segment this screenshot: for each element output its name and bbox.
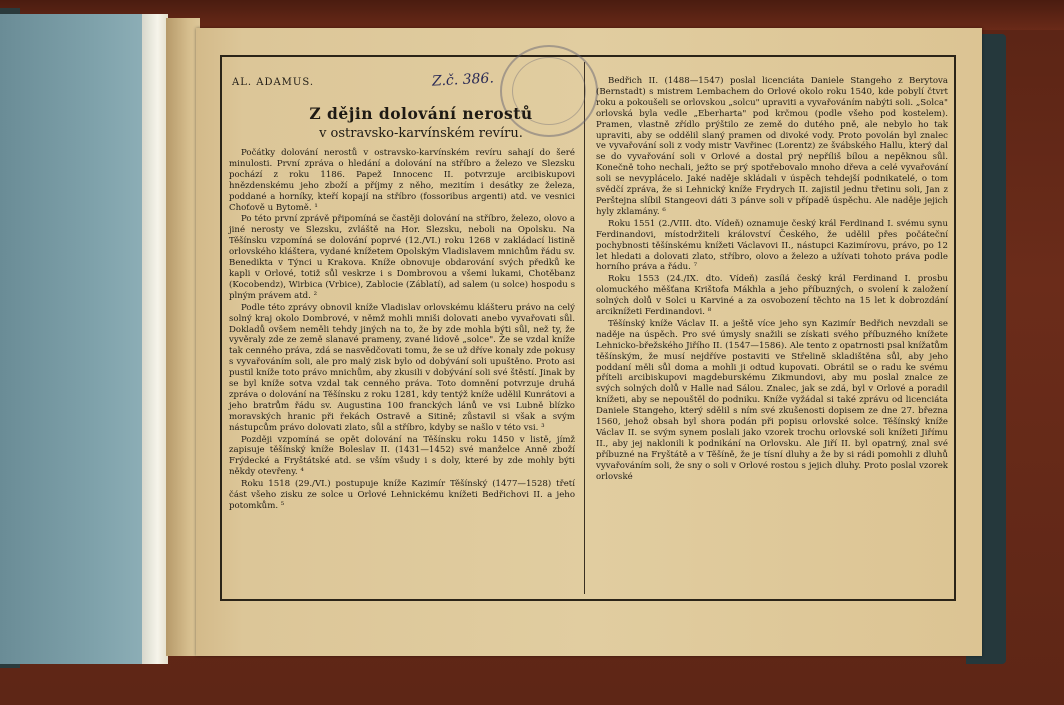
book-front-cover [0, 14, 161, 664]
right-text-column [596, 76, 948, 484]
paragraph: Roku 1553 (24./IX. dto. Vídeň) zasílá český král Ferdinand I. prosbu olomuckého měšťana Krištofa Mákhla a jeho příbuzných, o svolení k založení solných dolů v Solci u Karviné a za osvobození těchto na 15 let k dobrozdání arciknížeti Ferdinandovi. ⁸ [596, 274, 948, 318]
paragraph: Později vzpomíná se opět dolování na Těšínsku roku 1450 v listě, jímž zapisuje těšínský kníže Boleslav II. (1431—1452) své manželce Anně zboží Frýdecké a Fryštátské atd. se vším všudy i s doly, které by zde mohly býti někdy otevřeny. ⁴ [229, 434, 575, 478]
paragraph: Počátky dolování nerostů v ostravsko-karvínském revíru sahají do šeré minulosti. První zpráva o hledání a dolování na stříbro a železo ve Slezsku pochází z roku 1186. Papež Innocenc II. potvrzuje arcibiskupovi hnězdenskému jeho zboží a příjmy z něho, mezitím i desátky ze železa, poddané a horníky, kteří kopají na stříbro (fossoribus argenti) atd. ve vesnici Choťově u Bytomě. ¹ [229, 148, 575, 213]
handwritten-reference: Z.č. 386. [431, 70, 495, 90]
column-divider [584, 62, 585, 594]
article-title: Z dějin dolování nerostů [309, 104, 533, 123]
paragraph: Roku 1551 (2./VIII. dto. Vídeň) oznamuje český král Ferdinand I. svému synu Ferdinandovi, místodržiteli království Českého, že udělil přes počáteční pochybnosti těšínskému knížeti Václavovi II., nástupci Kazimírovu, právo, po 12 let hledati a dolovati zlato, stříbro, olovo a železo a užívati tohoto práva podle horního práva a řádu. ⁷ [596, 218, 948, 273]
library-stamp-icon [500, 45, 598, 137]
paragraph: Podle této zprávy obnovil kníže Vladislav orlovskému klášteru právo na celý solný kraj okolo Dombrové, v němž mohli mniši dolovati anebo vyvařovati sůl. Dokladů ovšem neměli tehdy jiných na to, že by zde mohla býti sůl, než ty, že vyvěraly zde ze země slanavé prameny, zvané lidově „solce". Že se vzdal kníže tak cenného práva, zdá se nasvědčovati tomu, že se už dříve konaly zde pokusy s vyvařováním soli, ale pro malý zisk bylo od dobývání soli upuštěno. Proto asi pustil kníže toto právo mnichům, aby zkusili v dobývání soli své štěstí. Jinak by se byl kníže sotva vzdal tak cenného práva. Toto domnění potvrzuje druhá zpráva o dolování na Těšínsku z roku 1281, kdy tentýž kníže udělil Kunrátovi a jeho bratrům řádu sv. Augustina 100 franckých lánů ve vsi Lubně blízko moravských hranic při řekách Ostravě a Sitině; zůstavil si však a svým nástupcům právo dolovati zlato, sůl a stříbro, kdyby se našlo v této vsi. ³ [229, 302, 575, 433]
cover-paper-edge [142, 14, 168, 664]
paragraph: Těšínský kníže Václav II. a ještě více jeho syn Kazimír Bedřich nevzdali se naděje na úspěch. Pro své úmysly snažili se získati svého příbuzného knížete Lehnicko-břežského Jiřího II. (1547—1586). Ale tento z opatrnosti psal knížatům těšínským, že musí nejdříve postaviti ve Střelině skladištěna sůl, aby jeho poddaní měli sůl doma a mohli ji odtud kupovati. Obrátil se o radu ke svému příteli arcibiskupovi magdeburskému Zikmundovi, aby mu poslal znalce ze svých solných dolů v Halle nad Sálou. Znalec, jak se zdá, byl v Orlové a poradil knížeti, aby se nepouštěl do podniku. Kníže vyžádal si také zprávu od licenciáta Daniele Stangeho, který sdělil s ním své zkušenosti dopisem ze dne 27. března 1560, jehož obsah byl shora podán při popisu orlovské solce. Těšínský kníže Václav II. se svým synem poslali jako vzorek trochu orlovské soli knížeti Jiřímu II., aby jej naklonili k podnikání na Orlovsku. Ale Jiří II. byl opatrný, znal své příbuzné na Fryštátě a v Těšíně, že je tísní dluhy a že by si rádi pomohli z dluhů vyvařováním soli, že sny o soli v Orlové rostou s jejich dluhy. Proto poslal vzorek orlovské [596, 318, 948, 482]
paragraph: Bedřich II. (1488—1547) poslal licenciáta Daniele Stangeho z Berytova (Bernstadt) s mistrem Lembachem do Orlové okolo roku 1540, kde pobylí čtvrt roku a pokoušeli se orlovskou „solcu" upraviti a vyvařováním nabýti soli. „Solca" orlovská byla vedle „Eberharta" pod krčmou (podle všeho pod kostelem). Pramen, vlastně zřídlo prýštilo ze země do dutého pně, ale nebylo ho tak upraviti, aby se oddělil slaný pramen od divoké vody. Proto povolán byl znalec ve vyvařování soli z vody mistr Vavřinec (Lorentz) ze švábského Hallu, který dal se do vyvařování soli v Orlové a dostal prý nepříliš bílou a nepěknou sůl. Konečně toho nechali, ježto se prý spotřebovalo mnoho dřeva a celé vyvařování soli se nevyplácelo. Jaké naděje skládali v úspěch tehdejší podnikatelé, o tom svědčí zpráva, že si Lehnický kníže Frydrych II. zajistil jednu třetinu soli, Jan z Perštejna slíbil Stangeovi dáti 3 pánve soli v případě úspěchu. Ale naděje jejich hyly zklamány. ⁶ [596, 76, 948, 217]
left-text-column [229, 148, 575, 513]
page-gutter [166, 18, 200, 656]
paragraph: Roku 1518 (29./VI.) postupuje kníže Kazimír Těšínský (1477—1528) třetí část všeho zisku ze solce u Orlové Lehnickému knížeti Bedřichovi II. a jeho potomkům. ⁵ [229, 479, 575, 511]
article-subtitle: v ostravsko-karvínském revíru. [319, 126, 523, 141]
paragraph: Po této první zprávě připomíná se častěji dolování na stříbro, železo, olovo a jiné nerosty ve Slezsku, zvláště na Hor. Slezsku, neboli na Opolsku. Na Těšínsku vzpomíná se dolování poprvé (12./VI.) roku 1268 v zakládací listině orlovského kláštera, vydané knížetem Opolským Vladislavem mnichům řádu sv. Benedikta v Týnci u Krakova. Kníže obnovuje obdarování svých předků ke kapli v Orlové, totiž sůl veskrze i s Dombrovou a všemi lukami, Chotěbanz (Kocobendz), Wirbica (Vrbice), Zablocie (Záblatí), ad salem (u solce) hospodu s plným právem atd. ² [229, 214, 575, 301]
author-name: AL. ADAMUS. [232, 77, 315, 88]
